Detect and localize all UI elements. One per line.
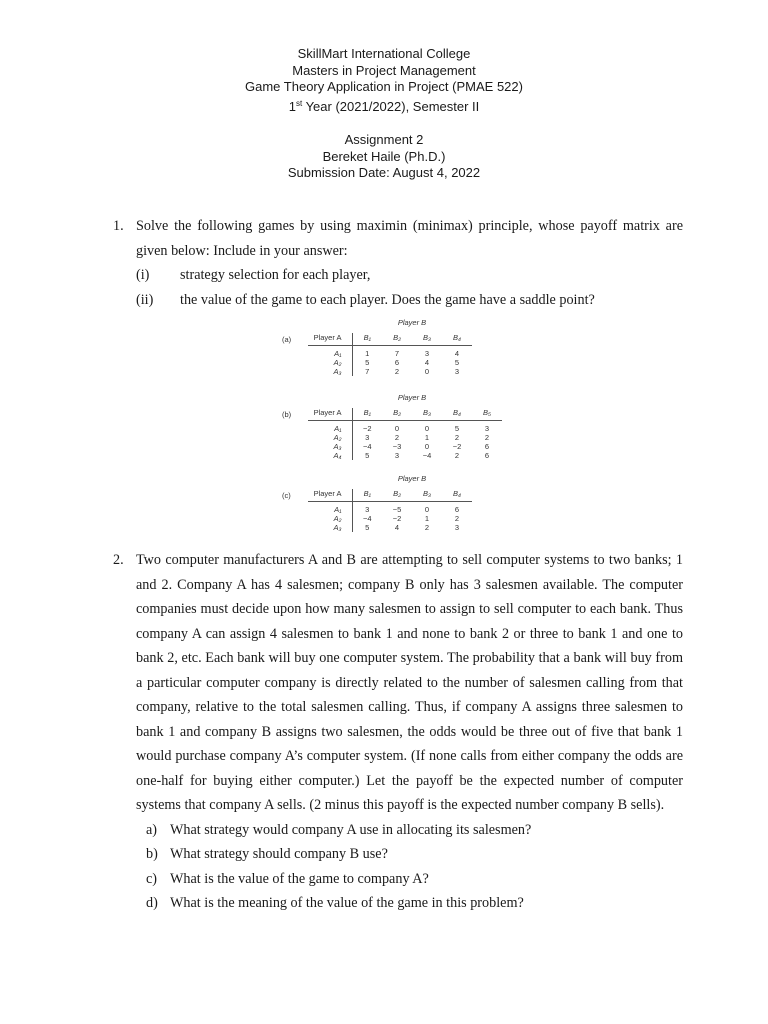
- document-header: [0, 46, 768, 182]
- question-text: Solve the following games by using maximin (minimax) principle, whose payoff matrix are given below: Include in your answer:: [136, 218, 683, 259]
- sub-item: d) What is the meaning of the value of the game in this problem?: [146, 895, 524, 911]
- table-row: A₂ 3 2 1 2 2: [308, 433, 502, 442]
- college-name: SkillMart International College: [297, 46, 471, 61]
- submission-date: Submission Date: August 4, 2022: [287, 165, 481, 180]
- question-text: Two computer manufacturers A and B are attempting to sell computer systems to two banks; 1 and 2. Company A has 4 salesmen; company B only has 3 salesmen available. The computer companies must decide upon how many salesmen to assign to sell computer to each bank. Thus company A can assign 4 salesmen to bank 1 and none to bank 2 or three to bank 1 and one to bank 2, etc. Each bank will buy one computer system. The probability that a bank will buy from a particular computer company is directly related to the number of salesmen calling from that company, relative to the total salesmen calling. Thus, if company A assigns three salesmen to bank 1 and company B assigns two salesmen, the odds would be three out of five that bank 1 would purchase company A’s computer system. (If none calls from either company the odds are one-half for buying either computer.) Let the payoff be the expected number of computer systems that company A sells. (2 minus this payoff is the expected number company B sells).: [136, 552, 683, 813]
- payoff-matrix-c: Player B (c) Player A B₁ B₂ B₃ B₄ A₁ 3 −5 0 6 A₂ −4 −2 1 2 A₃ 5 4 2 3: [282, 474, 482, 542]
- instructor-name: Bereket Haile (Ph.D.): [322, 148, 446, 164]
- table-row: A₁ 1 7 3 4: [308, 345, 472, 358]
- course-title: Game Theory Application in Project (PMAE 522): [245, 79, 523, 94]
- sub-item: c) What is the value of the game to company A?: [146, 870, 429, 887]
- table-row: A₃ 5 4 2 3: [308, 523, 472, 532]
- assignment-title: Assignment 2: [344, 132, 424, 147]
- question-2: [113, 548, 683, 916]
- table-row: A₃ −4 −3 0 −2 6: [308, 442, 502, 451]
- table-row: A₂ −4 −2 1 2: [308, 514, 472, 523]
- academic-year: 1st Year (2021/2022), Semester II: [288, 98, 480, 114]
- sub-item: (ii) the value of the game to each player. Does the game have a saddle point?: [136, 291, 595, 308]
- table-row: A₄ 5 3 −4 2 6: [308, 451, 502, 460]
- program-name: Masters in Project Management: [292, 62, 476, 78]
- payoff-matrix-a: Player B (a) Player A B₁ B₂ B₃ B₄ A₁ 1 7 3 4 A₂ 5 6 4 5 A₃ 7 2 0 3: [282, 318, 482, 386]
- question-number: 1.: [113, 218, 124, 234]
- question-1: [113, 214, 683, 312]
- sub-item: b) What strategy should company B use?: [146, 846, 388, 862]
- question-number: 2.: [113, 552, 124, 568]
- table-row: A₁ −2 0 0 5 3: [308, 420, 502, 433]
- sub-item: (i) strategy selection for each player,: [136, 267, 371, 283]
- payoff-matrix-b: Player B (b) Player A B₁ B₂ B₃ B₄ B₅ A₁ −2 0 0 5 3 A₂ 3 2 1 2 2 A₃ −4 −3 0 −2 6 A₄ 5 3 −4 2 6: [282, 393, 502, 471]
- table-row: A₃ 7 2 0 3: [308, 367, 472, 376]
- sub-item: a) What strategy would company A use in allocating its salesmen?: [146, 821, 532, 838]
- table-row: A₂ 5 6 4 5: [308, 358, 472, 367]
- table-row: A₁ 3 −5 0 6: [308, 501, 472, 514]
